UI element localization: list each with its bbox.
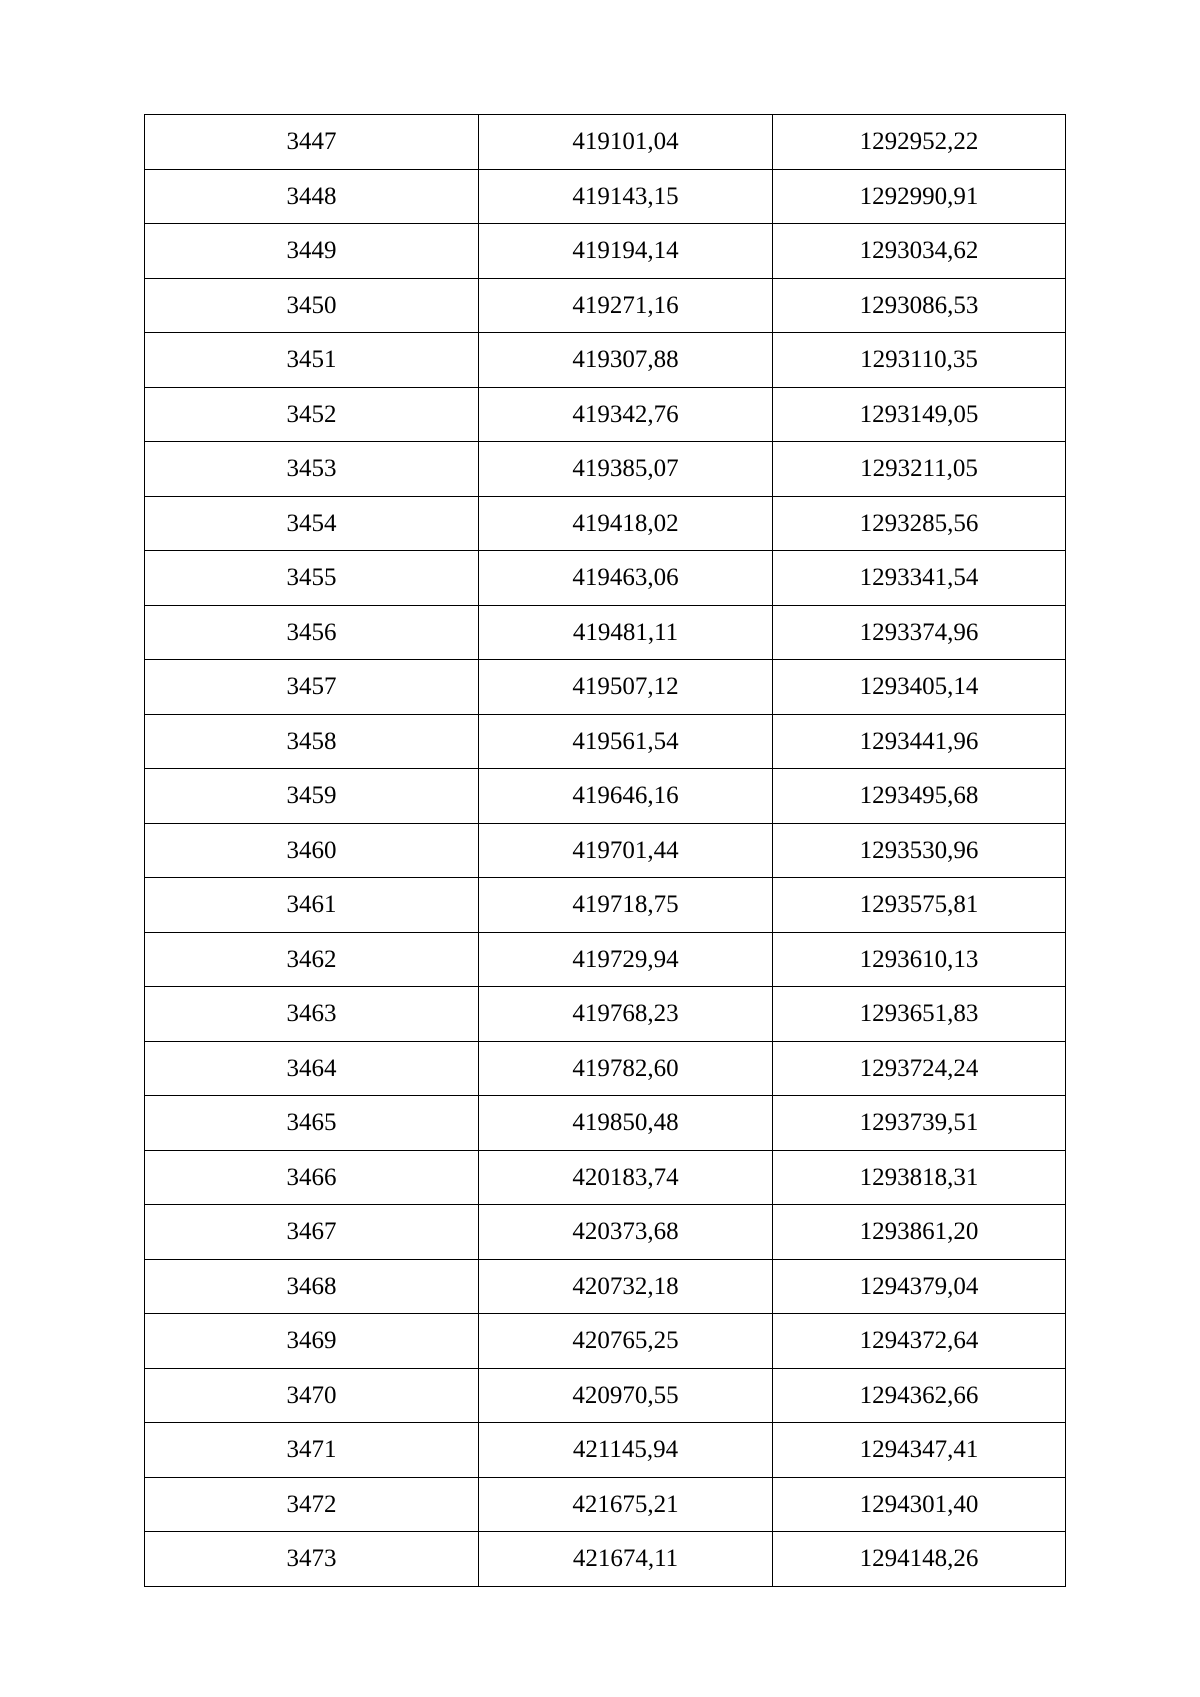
point-number-cell: 3459 [145, 769, 479, 824]
y-coordinate-cell: 1293651,83 [773, 987, 1066, 1042]
x-coordinate-cell: 419194,14 [479, 224, 773, 279]
x-coordinate-cell: 419561,54 [479, 714, 773, 769]
point-number-cell: 3471 [145, 1423, 479, 1478]
point-number-cell: 3467 [145, 1205, 479, 1260]
table-row [145, 442, 1066, 497]
point-number-cell: 3465 [145, 1096, 479, 1151]
y-coordinate-cell: 1293110,35 [773, 333, 1066, 388]
y-coordinate-cell: 1294372,64 [773, 1314, 1066, 1369]
point-number-cell: 3454 [145, 496, 479, 551]
y-coordinate-cell: 1293739,51 [773, 1096, 1066, 1151]
y-coordinate-cell: 1294347,41 [773, 1423, 1066, 1478]
x-coordinate-cell: 419342,76 [479, 387, 773, 442]
x-coordinate-cell: 419385,07 [479, 442, 773, 497]
x-coordinate-cell: 419307,88 [479, 333, 773, 388]
x-coordinate-cell: 419463,06 [479, 551, 773, 606]
table-row [145, 1150, 1066, 1205]
point-number-cell: 3458 [145, 714, 479, 769]
x-coordinate-cell: 419418,02 [479, 496, 773, 551]
point-number-cell: 3473 [145, 1532, 479, 1587]
table-row [145, 1096, 1066, 1151]
y-coordinate-cell: 1294148,26 [773, 1532, 1066, 1587]
table-row [145, 224, 1066, 279]
table-row [145, 769, 1066, 824]
point-number-cell: 3469 [145, 1314, 479, 1369]
table-row [145, 1368, 1066, 1423]
point-number-cell: 3450 [145, 278, 479, 333]
y-coordinate-cell: 1293405,14 [773, 660, 1066, 715]
table-row [145, 932, 1066, 987]
x-coordinate-cell: 419646,16 [479, 769, 773, 824]
y-coordinate-cell: 1293724,24 [773, 1041, 1066, 1096]
y-coordinate-cell: 1294362,66 [773, 1368, 1066, 1423]
x-coordinate-cell: 420732,18 [479, 1259, 773, 1314]
table-row [145, 169, 1066, 224]
point-number-cell: 3464 [145, 1041, 479, 1096]
y-coordinate-cell: 1294379,04 [773, 1259, 1066, 1314]
y-coordinate-cell: 1293341,54 [773, 551, 1066, 606]
point-number-cell: 3452 [145, 387, 479, 442]
table-row [145, 115, 1066, 170]
x-coordinate-cell: 420183,74 [479, 1150, 773, 1205]
y-coordinate-cell: 1293086,53 [773, 278, 1066, 333]
x-coordinate-cell: 420373,68 [479, 1205, 773, 1260]
point-number-cell: 3457 [145, 660, 479, 715]
point-number-cell: 3448 [145, 169, 479, 224]
x-coordinate-cell: 419768,23 [479, 987, 773, 1042]
table-row [145, 1205, 1066, 1260]
table-row [145, 987, 1066, 1042]
x-coordinate-cell: 421674,11 [479, 1532, 773, 1587]
table-row [145, 333, 1066, 388]
table-row [145, 496, 1066, 551]
x-coordinate-cell: 419701,44 [479, 823, 773, 878]
y-coordinate-cell: 1293575,81 [773, 878, 1066, 933]
table-row [145, 605, 1066, 660]
y-coordinate-cell: 1293861,20 [773, 1205, 1066, 1260]
point-number-cell: 3460 [145, 823, 479, 878]
y-coordinate-cell: 1293211,05 [773, 442, 1066, 497]
y-coordinate-cell: 1293034,62 [773, 224, 1066, 279]
y-coordinate-cell: 1293441,96 [773, 714, 1066, 769]
y-coordinate-cell: 1293285,56 [773, 496, 1066, 551]
point-number-cell: 3462 [145, 932, 479, 987]
point-number-cell: 3455 [145, 551, 479, 606]
y-coordinate-cell: 1293495,68 [773, 769, 1066, 824]
coordinates-table [144, 114, 1066, 1587]
table-row [145, 387, 1066, 442]
x-coordinate-cell: 419507,12 [479, 660, 773, 715]
x-coordinate-cell: 420970,55 [479, 1368, 773, 1423]
y-coordinate-cell: 1293374,96 [773, 605, 1066, 660]
point-number-cell: 3472 [145, 1477, 479, 1532]
table-row [145, 278, 1066, 333]
x-coordinate-cell: 419101,04 [479, 115, 773, 170]
x-coordinate-cell: 419850,48 [479, 1096, 773, 1151]
table-row [145, 878, 1066, 933]
table-row [145, 714, 1066, 769]
table-row [145, 823, 1066, 878]
table-row [145, 1041, 1066, 1096]
x-coordinate-cell: 419718,75 [479, 878, 773, 933]
table-row [145, 1259, 1066, 1314]
x-coordinate-cell: 420765,25 [479, 1314, 773, 1369]
table-row [145, 1477, 1066, 1532]
point-number-cell: 3463 [145, 987, 479, 1042]
y-coordinate-cell: 1292952,22 [773, 115, 1066, 170]
x-coordinate-cell: 419782,60 [479, 1041, 773, 1096]
point-number-cell: 3456 [145, 605, 479, 660]
table-row [145, 660, 1066, 715]
point-number-cell: 3470 [145, 1368, 479, 1423]
x-coordinate-cell: 419729,94 [479, 932, 773, 987]
point-number-cell: 3451 [145, 333, 479, 388]
table-row [145, 1532, 1066, 1587]
point-number-cell: 3461 [145, 878, 479, 933]
x-coordinate-cell: 421145,94 [479, 1423, 773, 1478]
point-number-cell: 3466 [145, 1150, 479, 1205]
point-number-cell: 3449 [145, 224, 479, 279]
x-coordinate-cell: 419271,16 [479, 278, 773, 333]
y-coordinate-cell: 1293149,05 [773, 387, 1066, 442]
y-coordinate-cell: 1294301,40 [773, 1477, 1066, 1532]
point-number-cell: 3468 [145, 1259, 479, 1314]
y-coordinate-cell: 1293530,96 [773, 823, 1066, 878]
y-coordinate-cell: 1293610,13 [773, 932, 1066, 987]
x-coordinate-cell: 421675,21 [479, 1477, 773, 1532]
table-row [145, 551, 1066, 606]
x-coordinate-cell: 419143,15 [479, 169, 773, 224]
y-coordinate-cell: 1293818,31 [773, 1150, 1066, 1205]
point-number-cell: 3447 [145, 115, 479, 170]
x-coordinate-cell: 419481,11 [479, 605, 773, 660]
point-number-cell: 3453 [145, 442, 479, 497]
table-row [145, 1423, 1066, 1478]
table-row [145, 1314, 1066, 1369]
y-coordinate-cell: 1292990,91 [773, 169, 1066, 224]
